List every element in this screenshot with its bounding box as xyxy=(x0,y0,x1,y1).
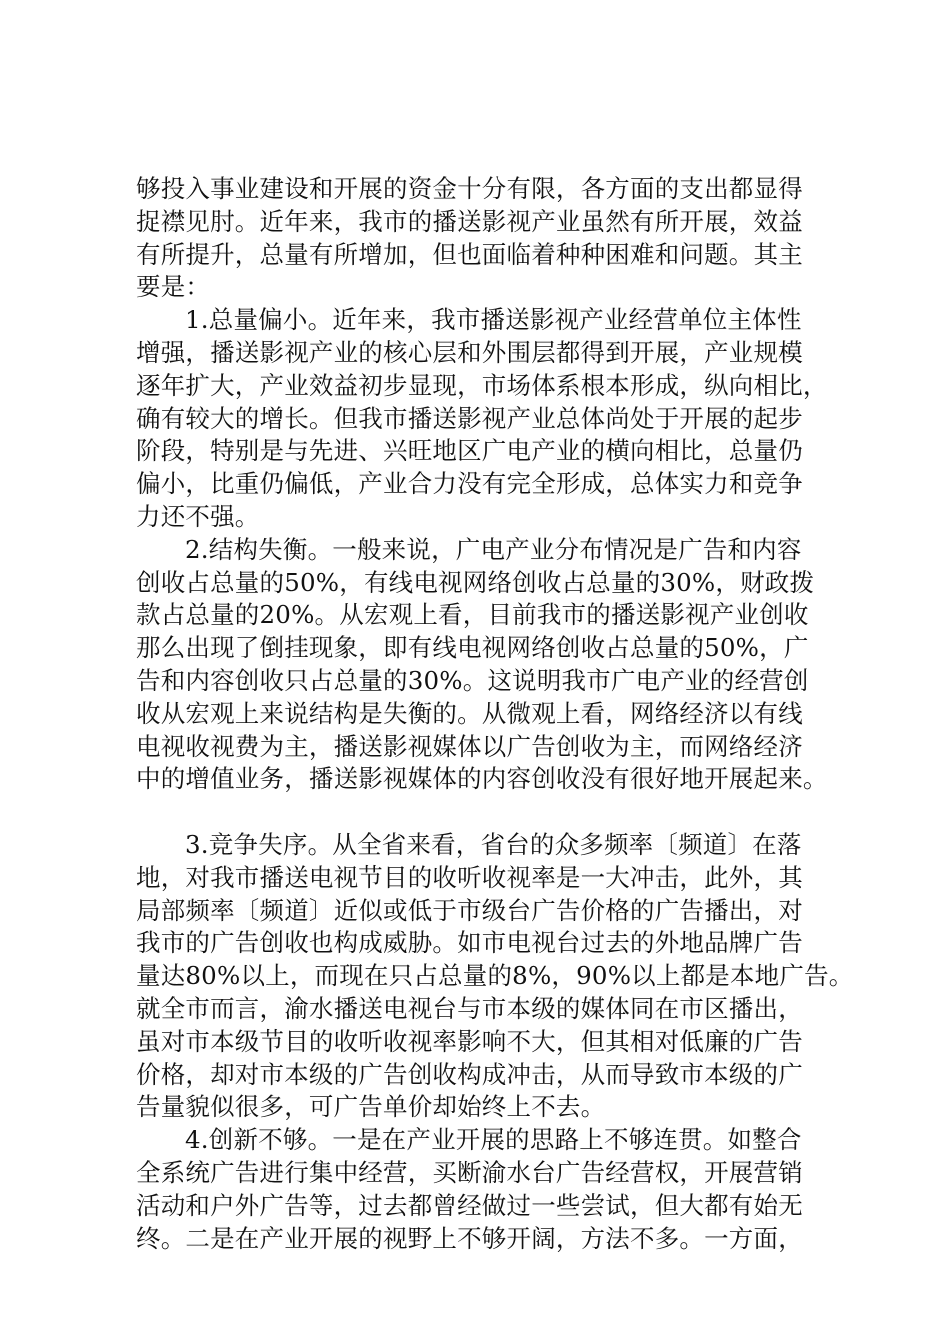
paragraph-intro xyxy=(136,173,836,304)
text-line: 就全市而言，渝水播送电视台与市本级的媒体同在市区播出， xyxy=(136,993,803,1023)
text-line: 创收占总量的50%，有线电视网络创收占总量的30%，财政拨 xyxy=(136,567,815,597)
text-line: 力还不强。 xyxy=(136,501,260,531)
text-line: 局部频率〔频道〕近似或低于市级台广告价格的广告播出，对 xyxy=(136,895,803,925)
text-line: 地，对我市播送电视节目的收听收视率是一大冲击，此外，其 xyxy=(136,862,803,892)
text-line: 告和内容创收只占总量的30%。这说明我市广电产业的经营创 xyxy=(136,665,809,695)
text-line: 3.竞争失序。从全省来看，省台的众多频率〔频道〕在落 xyxy=(185,829,802,859)
text-line: 收从宏观上来说结构是失衡的。从微观上看，网络经济以有线 xyxy=(136,698,803,728)
text-line: 我市的广告创收也构成威胁。如市电视台过去的外地品牌广告 xyxy=(136,928,803,958)
paragraph-item-1 xyxy=(136,304,836,534)
text-line: 偏小，比重仍偏低，产业合力没有完全形成，总体实力和竞争 xyxy=(136,469,803,499)
text-line: 有所提升，总量有所增加，但也面临着种种困难和问题。其主 xyxy=(136,239,803,269)
text-line: 电视收视费为主，播送影视媒体以广告创收为主，而网络经济 xyxy=(136,731,803,761)
text-line: 全系统广告进行集中经营，买断渝水台广告经营权，开展营销 xyxy=(136,1157,803,1187)
text-line: 终。二是在产业开展的视野上不够开阔，方法不多。一方面， xyxy=(136,1223,803,1253)
text-line: 2.结构失衡。一般来说，广电产业分布情况是广告和内容 xyxy=(185,534,802,564)
paragraph-spacer xyxy=(136,796,836,829)
text-line: 款占总量的20%。从宏观上看，目前我市的播送影视产业创收 xyxy=(136,600,809,630)
text-line: 量达80%以上，而现在只占总量的8%，90%以上都是本地广告。 xyxy=(136,961,854,991)
text-line: 要是： xyxy=(136,272,211,302)
text-line: 告量貌似很多，可广告单价却始终上不去。 xyxy=(136,1092,606,1122)
text-line: 活动和户外广告等，过去都曾经做过一些尝试，但大都有始无 xyxy=(136,1190,803,1220)
text-line: 1.总量偏小。近年来，我市播送影视产业经营单位主体性 xyxy=(185,305,802,335)
text-line: 价格，却对市本级的广告创收构成冲击，从而导致市本级的广 xyxy=(136,1059,803,1089)
text-line: 4.创新不够。一是在产业开展的思路上不够连贯。如整合 xyxy=(185,1125,802,1155)
paragraph-item-4 xyxy=(136,1124,836,1255)
text-line: 捉襟见肘。近年来，我市的播送影视产业虽然有所开展，效益 xyxy=(136,206,803,236)
text-line: 确有较大的增长。但我市播送影视产业总体尚处于开展的起步 xyxy=(136,403,803,433)
text-line: 中的增值业务，播送影视媒体的内容创收没有很好地开展起来。 xyxy=(136,764,828,794)
document-body xyxy=(136,173,854,1255)
text-line: 虽对市本级节目的收听收视率影响不大，但其相对低廉的广告 xyxy=(136,1026,803,1056)
text-line: 那么出现了倒挂现象，即有线电视网络创收占总量的50%，广 xyxy=(136,633,809,663)
paragraph-item-3 xyxy=(136,829,854,1124)
text-line: 阶段，特别是与先进、兴旺地区广电产业的横向相比，总量仍 xyxy=(136,436,803,466)
text-line: 够投入事业建设和开展的资金十分有限，各方面的支出都显得 xyxy=(136,174,803,203)
text-line: 增强，播送影视产业的核心层和外围层都得到开展，产业规模 xyxy=(136,337,803,367)
paragraph-item-2 xyxy=(136,534,836,796)
text-line: 逐年扩大，产业效益初步显现，市场体系根本形成，纵向相比， xyxy=(136,370,828,400)
